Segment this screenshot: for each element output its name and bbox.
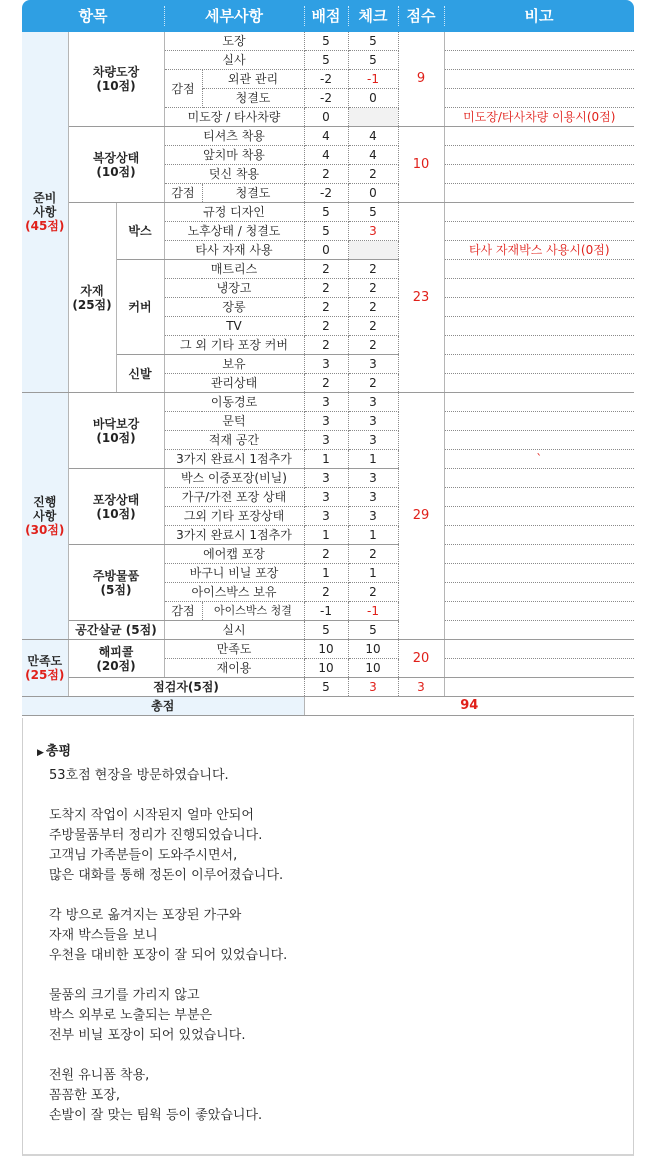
table-row: 관리상태 2 2 [22,374,634,393]
table-row: 청결도 -2 0 [22,89,634,108]
total-label: 총점 [22,697,304,716]
score-attire: 10 [398,127,444,203]
deduct-label: 감점 [164,184,202,203]
section-satisfaction: 만족도 (25점) [22,640,68,697]
header-note: 비고 [524,7,554,25]
table-row: 그외 기타 포장상태 3 3 [22,507,634,526]
table-row: 3가지 완료시 1점추가 1 1 ` [22,450,634,469]
group-attire: 복장상태 (10점) [68,127,164,203]
table-row: 커버 매트리스 2 2 [22,260,634,279]
table-row: 준비 사항 (45점) 차량도장 (10점) 도장 5 5 9 [22,32,634,51]
score-materials: 23 [398,203,444,393]
table-row: 점검자(5점) 5 3 3 [22,678,634,697]
score-progress: 29 [398,393,444,640]
deduct-label: 감점 [164,70,202,108]
deduct-label: 감점 [164,602,202,621]
table-row: 자재 (25점) 박스 규정 디자인 5 5 23 [22,203,634,222]
table-row: 복장상태 (10점) 티셔츠 착용 4 4 10 [22,127,634,146]
table-row: 가구/가전 포장 상태 3 3 [22,488,634,507]
table-row: 타사 자재 사용 0 타사 자재박스 사용시(0점) [22,241,634,260]
table-row: 신발 보유 3 3 [22,355,634,374]
subgroup-shoes: 신발 [116,355,164,393]
group-packing: 포장상태 (10점) [68,469,164,545]
score-inspector: 3 [398,678,444,697]
review-body: 53호점 현장을 방문하였습니다. 도착지 작업이 시작된지 얼마 안되어 주방물품부터 정리가 진행되었습니다. 고객님 가족분들이 도와주시면서, 많은 대화를 통해 정돈이 이루어졌습니다. 각 방으로 옮겨지는 포장된 가구와 자재 박스들을 보니 우천을 대비한 포장이 잘 되어 있었습니다. 물품의 크기를 가리지 않고 박스 외부로 노출되는 부분은 전부 비닐 포장이 되어 있었습니다. 전원 유니폼 착용, 꼼꼼한 포장, 손발이 잘 맞는 팀웍 등이 좋았습니다. [49,768,288,1123]
table-row: 감점 청결도 -2 0 [22,184,634,203]
total-value: 94 [304,697,634,716]
table-row: 그 외 기타 포장 커버 2 2 [22,336,634,355]
header-check: 체크 [358,7,388,25]
table-row: 감점 아이스박스 청결 -1 -1 [22,602,634,621]
table-row: 실사 5 5 [22,51,634,70]
table-row: 공간살균 (5점) 실시 5 5 [22,621,634,640]
group-kitchen: 주방물품 (5점) [68,545,164,621]
section-progress: 진행 사항 (30점) [22,393,68,640]
group-happycall: 해피콜 (20점) [68,640,164,678]
inspection-sheet [22,0,634,1123]
table-row: 장롱 2 2 [22,298,634,317]
group-floor: 바닥보강 (10점) [68,393,164,469]
subgroup-cover: 커버 [116,260,164,355]
header-points: 배점 [311,7,341,25]
table-row: 냉장고 2 2 [22,279,634,298]
table-row: 감점 외관 관리 -2 -1 [22,70,634,89]
score-table [22,32,634,716]
table-row: 주방물품 (5점) 에어캡 포장 2 2 [22,545,634,564]
table-row: 만족도 (25점) 해피콜 (20점) 만족도 10 10 20 [22,640,634,659]
table-row: 아이스박스 보유 2 2 [22,583,634,602]
header-score: 점수 [406,7,436,25]
table-row: 바구니 비닐 포장 1 1 [22,564,634,583]
group-vehicle: 차량도장 (10점) [68,32,164,127]
table-row: 3가지 완료시 1점추가 1 1 [22,526,634,545]
score-happycall: 20 [398,640,444,678]
group-inspector: 점검자(5점) [68,678,304,697]
review-section [22,718,634,1156]
section-prep: 준비 사항 (45점) [22,32,68,393]
table-row: 미도장 / 타사차량 0 미도장/타사차량 이용시(0점) [22,108,634,127]
table-header [22,0,634,32]
table-row: 덧신 착용 2 2 [22,165,634,184]
triangle-icon: ▶ [37,748,44,758]
table-row: 노후상태 / 청결도 5 3 [22,222,634,241]
group-sterilize: 공간살균 (5점) [68,621,164,640]
subgroup-box: 박스 [116,203,164,260]
total-row [22,697,634,716]
group-materials: 자재 (25점) [68,203,116,393]
table-row: 포장상태 (10점) 박스 이중포장(비닐) 3 3 [22,469,634,488]
table-row: 앞치마 착용 4 4 [22,146,634,165]
table-row: 재이용 10 10 [22,659,634,678]
review-title: ▶ 총평 [37,744,72,759]
table-row: 문턱 3 3 [22,412,634,431]
header-detail: 세부사항 [205,7,263,25]
header-item: 항목 [78,7,108,25]
table-row: 진행 사항 (30점) 바닥보강 (10점) 이동경로 3 3 29 [22,393,634,412]
table-row: TV 2 2 [22,317,634,336]
score-vehicle: 9 [398,32,444,127]
table-row: 적재 공간 3 3 [22,431,634,450]
